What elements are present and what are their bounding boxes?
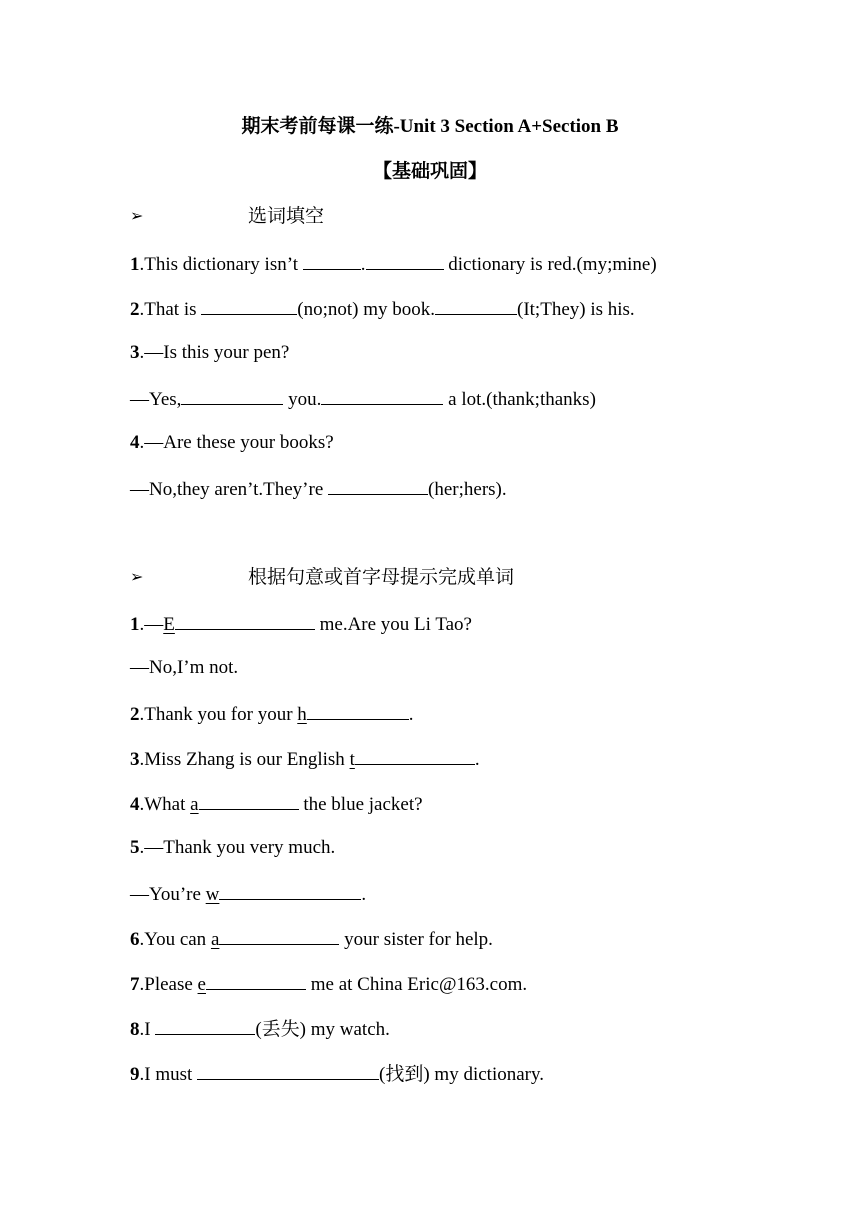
answer-blank[interactable] (181, 384, 283, 405)
question-number: 1 (130, 254, 140, 275)
question-line (130, 879, 366, 909)
question-number: 8 (130, 1019, 140, 1040)
answer-blank[interactable] (197, 1059, 379, 1080)
question-text: a lot.(thank;thanks) (443, 389, 596, 410)
question-text: .Please (139, 974, 198, 995)
question-text: .—Thank you very much. (139, 837, 336, 858)
question-line (130, 294, 635, 324)
question-line (130, 834, 335, 862)
question-line (130, 744, 480, 774)
question-text: .Thank you for your (139, 704, 298, 725)
question-text: —You’re (130, 884, 206, 905)
question-text: (no;not) my book. (297, 299, 435, 320)
question-number: 7 (130, 974, 140, 995)
question-text: —No,I’m not. (130, 657, 239, 678)
question-number: 3 (130, 749, 140, 770)
question-text: the blue jacket? (298, 794, 423, 815)
question-text: .— (139, 614, 164, 635)
question-number: 2 (130, 299, 140, 320)
question-line (130, 474, 507, 504)
answer-blank[interactable] (199, 789, 299, 810)
answer-blank[interactable] (155, 1014, 255, 1035)
question-text: (找到) my dictionary. (379, 1064, 545, 1085)
question-line (130, 654, 238, 682)
hint-letter: a (190, 794, 199, 815)
question-line (130, 429, 334, 457)
answer-blank[interactable] (219, 879, 361, 900)
page-title: 期末考前每课一练-Unit 3 Section A+Section B (241, 116, 619, 137)
answer-blank[interactable] (328, 474, 428, 495)
question-line (130, 789, 423, 819)
answer-blank[interactable] (307, 699, 409, 720)
question-text: (丢失) my watch. (255, 1019, 390, 1040)
bullet-arrow-icon: ➢ (130, 569, 144, 586)
answer-blank[interactable] (355, 744, 475, 765)
answer-blank[interactable] (175, 609, 315, 630)
question-text: . (474, 749, 480, 770)
question-text: me.Are you Li Tao? (314, 614, 472, 635)
question-text: .Miss Zhang is our English (139, 749, 350, 770)
section-heading: 【基础巩固】 (372, 161, 487, 182)
question-text: (It;They) is his. (517, 299, 635, 320)
question-line (130, 1014, 390, 1044)
hint-letter: t (349, 749, 355, 770)
question-text: . (361, 884, 367, 905)
question-number: 4 (130, 794, 140, 815)
question-line (130, 924, 493, 954)
question-number: 2 (130, 704, 140, 725)
question-number: 4 (130, 432, 140, 453)
question-text: me at China Eric@163.com. (305, 974, 528, 995)
question-line (130, 339, 289, 367)
answer-blank[interactable] (303, 249, 361, 270)
question-text: (her;hers). (428, 479, 507, 500)
question-line (130, 699, 414, 729)
question-number: 5 (130, 837, 140, 858)
question-text: .—Is this your pen? (139, 342, 290, 363)
question-number: 6 (130, 929, 140, 950)
bullet-arrow-icon: ➢ (130, 208, 144, 225)
question-text: .—Are these your books? (139, 432, 334, 453)
question-text: you. (283, 389, 322, 410)
hint-letter: h (297, 704, 307, 725)
question-text: .What (139, 794, 191, 815)
question-line (130, 609, 472, 639)
hint-letter: w (205, 884, 220, 905)
question-line (130, 969, 527, 999)
hint-letter: e (197, 974, 206, 995)
question-text: —Yes, (130, 389, 182, 410)
answer-blank[interactable] (206, 969, 306, 990)
answer-blank[interactable] (321, 384, 443, 405)
question-text: . (360, 254, 366, 275)
question-text: .I (139, 1019, 156, 1040)
question-line (130, 249, 657, 279)
question-line (130, 1059, 544, 1089)
question-text: dictionary is red.(my;mine) (443, 254, 657, 275)
section2-label: 根据句意或首字母提示完成单词 (248, 567, 515, 588)
question-line (130, 384, 596, 414)
answer-blank[interactable] (219, 924, 339, 945)
question-number: 9 (130, 1064, 140, 1085)
question-text: your sister for help. (339, 929, 493, 950)
question-text: .You can (139, 929, 211, 950)
question-text: .That is (139, 299, 202, 320)
question-text: .I must (139, 1064, 198, 1085)
answer-blank[interactable] (435, 294, 517, 315)
question-number: 3 (130, 342, 140, 363)
answer-blank[interactable] (366, 249, 444, 270)
question-text: —No,they aren’t.They’re (130, 479, 329, 500)
hint-letter: E (163, 614, 175, 635)
section1-label: 选词填空 (248, 206, 325, 227)
hint-letter: a (210, 929, 220, 950)
question-text: . (408, 704, 414, 725)
question-number: 1 (130, 614, 140, 635)
answer-blank[interactable] (201, 294, 297, 315)
question-text: .This dictionary isn’t (139, 254, 303, 275)
